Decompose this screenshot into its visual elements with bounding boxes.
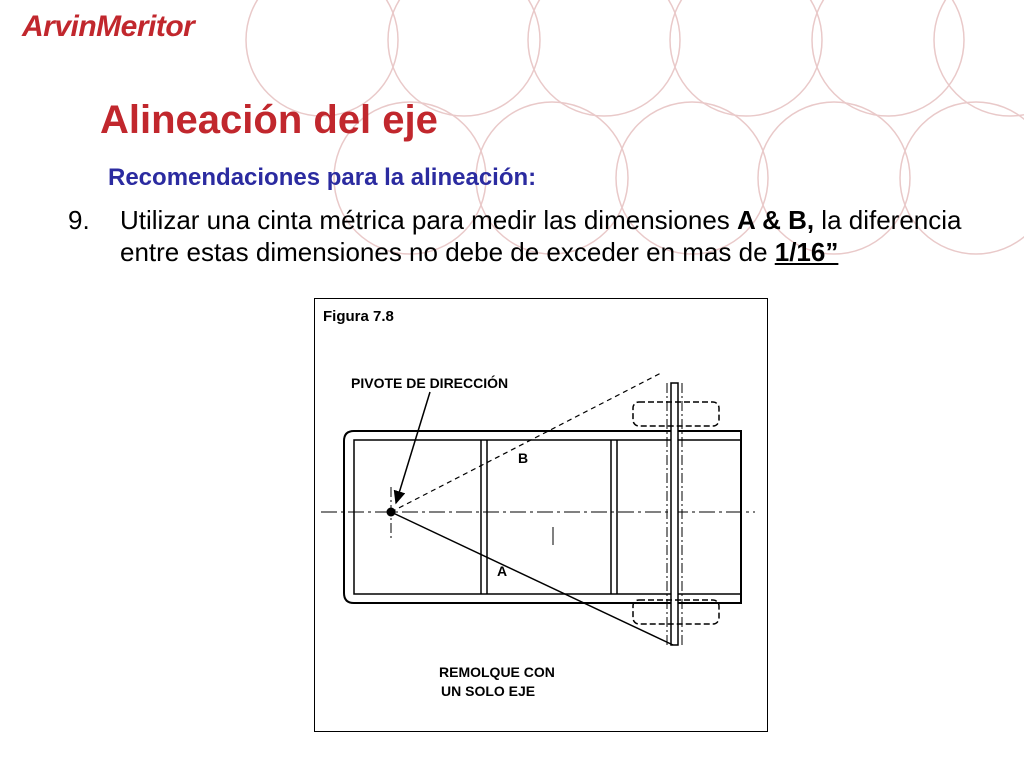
trailer-frame xyxy=(344,431,741,603)
slide-title: Alineación del eje xyxy=(100,98,438,142)
figure-7-8 xyxy=(314,298,768,732)
item-text-part2: la diferencia entre estas dimensiones no debe de exceder en mas de xyxy=(120,205,962,267)
pivot-pointer-arrow xyxy=(396,392,430,503)
figure-caption: Figura 7.8 xyxy=(323,308,394,325)
axle xyxy=(667,383,682,645)
list-item-number: 9. xyxy=(68,205,90,235)
trailer-label-line2: UN SOLO EJE xyxy=(441,683,536,699)
item-text-part1: Utilizar una cinta métrica para medir las dimensiones xyxy=(120,205,738,235)
dimension-line-b xyxy=(391,373,661,512)
item-text-value: 1/16” xyxy=(774,237,839,267)
label-b: B xyxy=(518,450,529,466)
axle-alignment-diagram xyxy=(315,299,769,733)
label-a: A xyxy=(497,563,508,579)
trailer-label-line1: REMOLQUE CON xyxy=(439,664,555,680)
item-text-bold: A & B, xyxy=(737,205,815,235)
dimension-line-a xyxy=(391,512,673,645)
pivot-point xyxy=(387,508,396,517)
slide-subtitle: Recomendaciones para la alineación: xyxy=(108,164,537,191)
pivot-label: PIVOTE DE DIRECCIÓN xyxy=(351,375,509,391)
company-logo: ArvinMeritor xyxy=(22,10,195,43)
list-item-text xyxy=(120,204,970,268)
